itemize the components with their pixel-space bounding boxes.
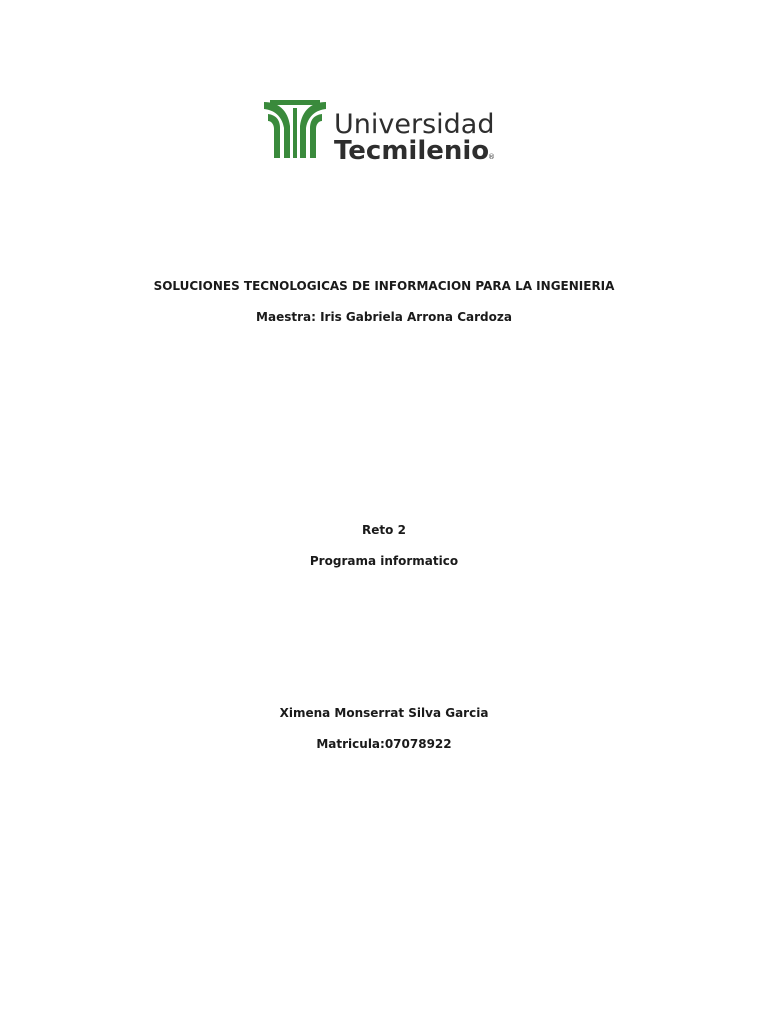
university-logo (262, 96, 506, 164)
course-title: SOLUCIONES TECNOLOGICAS DE INFORMACION PARA LA INGENIERIA (153, 279, 615, 293)
assignment-title: Programa informatico (309, 554, 459, 568)
logo-universidad-text: Universidad (334, 109, 495, 140)
logo-tecmilenio-text: Tecmilenio (334, 136, 490, 164)
student-name: Ximena Monserrat Silva Garcia (279, 706, 489, 720)
logo-registered-mark: ® (488, 153, 495, 161)
tecmilenio-leaf-icon (264, 100, 326, 158)
assignment-number: Reto 2 (362, 523, 406, 537)
teacher-name: Maestra: Iris Gabriela Arrona Cardoza (256, 310, 512, 324)
student-id: Matricula:07078922 (316, 737, 452, 751)
